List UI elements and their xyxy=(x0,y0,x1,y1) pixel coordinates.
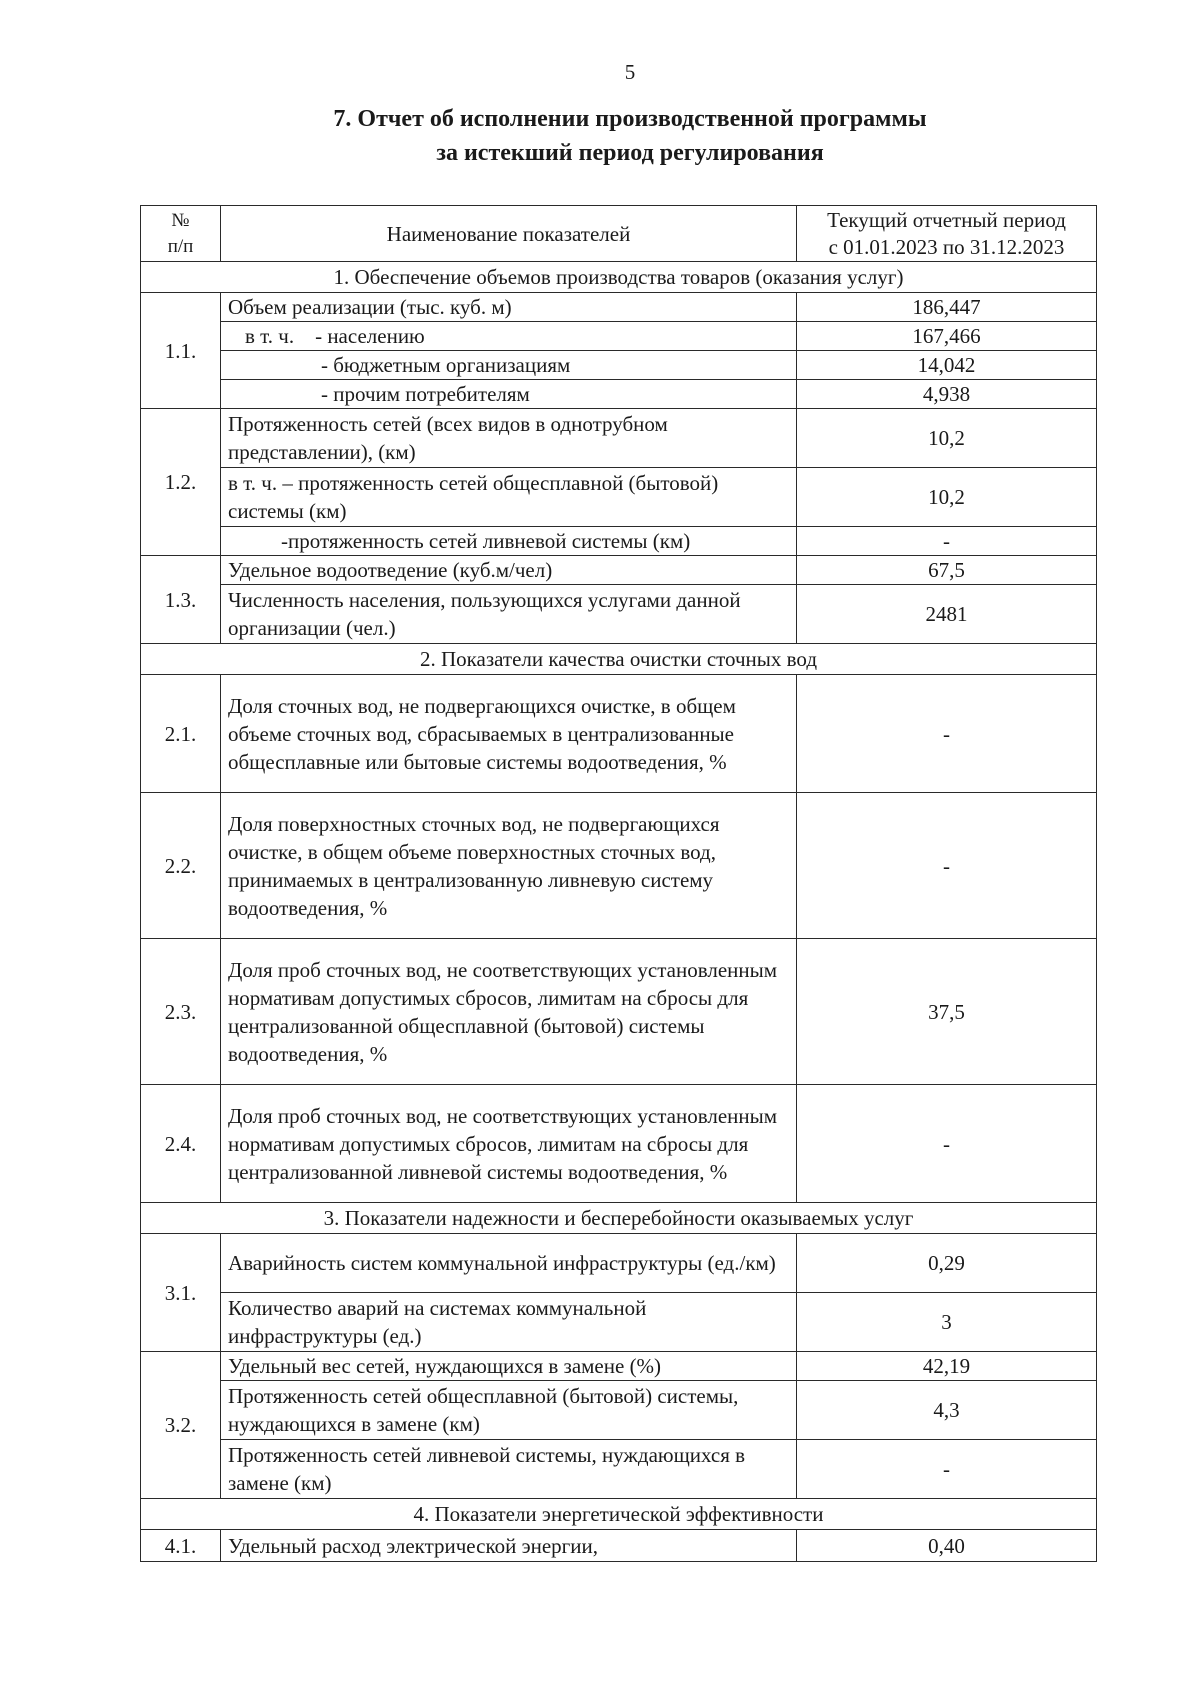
row-name: в т. ч. - населению xyxy=(221,322,797,351)
row-name: в т. ч. – протяженность сетей общесплавной (бытовой) системы (км) xyxy=(221,468,797,527)
row-value: 0,40 xyxy=(797,1530,1097,1562)
row-value: 167,466 xyxy=(797,322,1097,351)
table-row xyxy=(141,1530,1097,1562)
row-number: 2.3. xyxy=(141,939,221,1085)
row-number: 3.2. xyxy=(141,1352,221,1499)
row-name: - бюджетным организациям xyxy=(221,351,797,380)
row-value: 4,3 xyxy=(797,1381,1097,1440)
table-row xyxy=(141,1293,1097,1352)
row-name: Удельный вес сетей, нуждающихся в замене (%) xyxy=(221,1352,797,1381)
header-num-line-2: п/п xyxy=(167,235,194,257)
row-name: Доля проб сточных вод, не соответствующих установленным нормативам допустимых сбросов, лимитам на сбросы для централизованной ливневой системы водоотведения, % xyxy=(221,1085,797,1203)
section-header-row xyxy=(141,262,1097,293)
table-row xyxy=(141,1234,1097,1293)
title-line-1: 7. Отчет об исполнении производственной программы xyxy=(333,106,927,132)
table-row xyxy=(141,793,1097,939)
row-name: Протяженность сетей общесплавной (бытовой) системы, нуждающихся в замене (км) xyxy=(221,1381,797,1440)
row-name: Доля сточных вод, не подвергающихся очистке, в общем объеме сточных вод, сбрасываемых в централизованные общесплавные или бытовые системы водоотведения, % xyxy=(221,675,797,793)
section-header-row xyxy=(141,644,1097,675)
table-row xyxy=(141,468,1097,527)
header-row xyxy=(141,206,1097,262)
table-row xyxy=(141,351,1097,380)
table-row xyxy=(141,939,1097,1085)
row-name: Доля проб сточных вод, не соответствующих установленным нормативам допустимых сбросов, лимитам на сбросы для централизованной общесплавной (бытовой) системы водоотведения, % xyxy=(221,939,797,1085)
row-name: Численность населения, пользующихся услугами данной организации (чел.) xyxy=(221,585,797,644)
row-name: Удельное водоотведение (куб.м/чел) xyxy=(221,556,797,585)
page-title xyxy=(0,102,1200,170)
row-name: Количество аварий на системах коммунальной инфраструктуры (ед.) xyxy=(221,1293,797,1352)
table-row xyxy=(141,1440,1097,1499)
table-row xyxy=(141,380,1097,409)
row-number: 4.1. xyxy=(141,1530,221,1562)
title-line-2: за истекший период регулирования xyxy=(436,140,824,166)
row-value: - xyxy=(797,1440,1097,1499)
row-number: 1.1. xyxy=(141,293,221,409)
row-name: Аварийность систем коммунальной инфраструктуры (ед./км) xyxy=(221,1234,797,1293)
section-1-title: 1. Обеспечение объемов производства товаров (оказания услуг) xyxy=(141,262,1097,293)
table-row xyxy=(141,585,1097,644)
row-value: 186,447 xyxy=(797,293,1097,322)
section-2-title: 2. Показатели качества очистки сточных вод xyxy=(141,644,1097,675)
row-value: - xyxy=(797,527,1097,556)
row-value: 2481 xyxy=(797,585,1097,644)
row-name: -протяженность сетей ливневой системы (км) xyxy=(221,527,797,556)
row-value: 4,938 xyxy=(797,380,1097,409)
row-value: - xyxy=(797,1085,1097,1203)
report-table xyxy=(140,205,1097,1562)
row-value: 14,042 xyxy=(797,351,1097,380)
row-value: 10,2 xyxy=(797,409,1097,468)
row-number: 3.1. xyxy=(141,1234,221,1352)
row-name: Удельный расход электрической энергии, xyxy=(221,1530,797,1562)
section-4-title: 4. Показатели энергетической эффективности xyxy=(141,1499,1097,1530)
table-row xyxy=(141,675,1097,793)
header-value xyxy=(797,206,1097,262)
section-header-row xyxy=(141,1499,1097,1530)
table-row xyxy=(141,322,1097,351)
header-value-line-1: Текущий отчетный период xyxy=(827,207,1066,232)
row-name: - прочим потребителям xyxy=(221,380,797,409)
row-value: 37,5 xyxy=(797,939,1097,1085)
row-number: 2.4. xyxy=(141,1085,221,1203)
row-name: Объем реализации (тыс. куб. м) xyxy=(221,293,797,322)
row-number: 2.2. xyxy=(141,793,221,939)
row-value: - xyxy=(797,675,1097,793)
table-row xyxy=(141,556,1097,585)
table-row xyxy=(141,1352,1097,1381)
row-value: 42,19 xyxy=(797,1352,1097,1381)
row-number: 1.2. xyxy=(141,409,221,556)
header-num-line-1: № xyxy=(171,209,190,231)
row-value: - xyxy=(797,793,1097,939)
page-number: 5 xyxy=(624,60,636,84)
section-header-row xyxy=(141,1203,1097,1234)
table-row xyxy=(141,293,1097,322)
header-value-line-2: с 01.01.2023 по 31.12.2023 xyxy=(828,234,1065,259)
row-name: Доля поверхностных сточных вод, не подвергающихся очистке, в общем объеме поверхностных сточных вод, принимаемых в централизованную ливневую систему водоотведения, % xyxy=(221,793,797,939)
row-name: Протяженность сетей ливневой системы, нуждающихся в замене (км) xyxy=(221,1440,797,1499)
row-value: 3 xyxy=(797,1293,1097,1352)
row-value: 10,2 xyxy=(797,468,1097,527)
header-num xyxy=(141,206,221,262)
row-number: 1.3. xyxy=(141,556,221,644)
row-name: Протяженность сетей (всех видов в однотрубном представлении), (км) xyxy=(221,409,797,468)
table-row xyxy=(141,1085,1097,1203)
section-3-title: 3. Показатели надежности и бесперебойности оказываемых услуг xyxy=(141,1203,1097,1234)
table-row xyxy=(141,527,1097,556)
row-value: 0,29 xyxy=(797,1234,1097,1293)
table-row xyxy=(141,1381,1097,1440)
header-name: Наименование показателей xyxy=(221,206,797,262)
row-value: 67,5 xyxy=(797,556,1097,585)
row-number: 2.1. xyxy=(141,675,221,793)
table-row xyxy=(141,409,1097,468)
